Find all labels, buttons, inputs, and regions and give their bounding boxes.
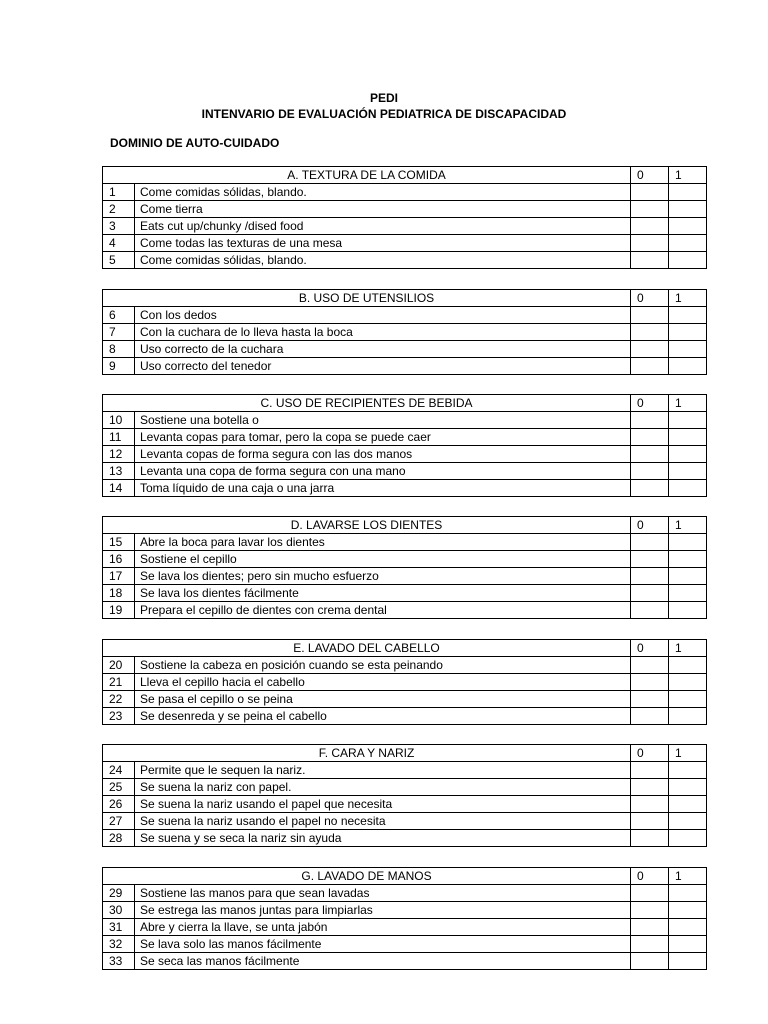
- score-column-1-header: 1: [669, 640, 707, 657]
- item-row: [103, 201, 707, 218]
- item-number: 1: [103, 184, 135, 201]
- score-0-cell[interactable]: [631, 708, 669, 725]
- score-column-1-header: 1: [669, 517, 707, 534]
- section-header-row: [103, 290, 707, 307]
- score-1-cell[interactable]: [669, 480, 707, 497]
- item-description: Se lava los dientes fácilmente: [135, 585, 631, 602]
- item-row: [103, 919, 707, 936]
- section-header-row: [103, 640, 707, 657]
- item-description: Toma líquido de una caja o una jarra: [135, 480, 631, 497]
- score-column-1-header: 1: [669, 167, 707, 184]
- section-header: E. LAVADO DEL CABELLO: [103, 640, 631, 657]
- score-1-cell[interactable]: [669, 691, 707, 708]
- item-number: 14: [103, 480, 135, 497]
- item-row: [103, 358, 707, 375]
- item-row: [103, 902, 707, 919]
- item-description: Abre y cierra la llave, se unta jabón: [135, 919, 631, 936]
- item-description: Se suena la nariz usando el papel no necesita: [135, 813, 631, 830]
- score-1-cell[interactable]: [669, 429, 707, 446]
- item-description: Levanta copas de forma segura con las dos manos: [135, 446, 631, 463]
- score-1-cell[interactable]: [669, 534, 707, 551]
- item-number: 31: [103, 919, 135, 936]
- item-row: [103, 657, 707, 674]
- score-column-1-header: 1: [669, 745, 707, 762]
- item-number: 9: [103, 358, 135, 375]
- item-row: [103, 708, 707, 725]
- document-subtitle: INTENVARIO DE EVALUACIÓN PEDIATRICA DE DISCAPACIDAD: [201, 107, 567, 121]
- score-1-cell[interactable]: [669, 830, 707, 847]
- score-1-cell[interactable]: [669, 585, 707, 602]
- score-1-cell[interactable]: [669, 324, 707, 341]
- score-0-cell[interactable]: [631, 307, 669, 324]
- item-row: [103, 252, 707, 269]
- item-description: Abre la boca para lavar los dientes: [135, 534, 631, 551]
- score-1-cell[interactable]: [669, 446, 707, 463]
- item-number: 28: [103, 830, 135, 847]
- item-number: 29: [103, 885, 135, 902]
- item-row: [103, 341, 707, 358]
- score-1-cell[interactable]: [669, 657, 707, 674]
- item-description: Se suena y se seca la nariz sin ayuda: [135, 830, 631, 847]
- item-number: 12: [103, 446, 135, 463]
- score-0-cell[interactable]: [631, 796, 669, 813]
- score-0-cell[interactable]: [631, 480, 669, 497]
- item-description: Lleva el cepillo hacia el cabello: [135, 674, 631, 691]
- score-0-cell[interactable]: [631, 936, 669, 953]
- item-number: 25: [103, 779, 135, 796]
- score-column-0-header: 0: [631, 395, 669, 412]
- item-row: [103, 936, 707, 953]
- score-column-1-header: 1: [669, 290, 707, 307]
- score-0-cell[interactable]: [631, 830, 669, 847]
- section-table: [102, 394, 707, 497]
- item-row: [103, 551, 707, 568]
- score-0-cell[interactable]: [631, 691, 669, 708]
- score-0-cell[interactable]: [631, 358, 669, 375]
- section-table: [102, 639, 707, 725]
- item-row: [103, 184, 707, 201]
- score-column-1-header: 1: [669, 868, 707, 885]
- document-title: PEDI: [369, 91, 398, 105]
- score-1-cell[interactable]: [669, 936, 707, 953]
- section-table: [102, 744, 707, 847]
- score-1-cell[interactable]: [669, 885, 707, 902]
- score-1-cell[interactable]: [669, 568, 707, 585]
- item-description: Uso correcto del tenedor: [135, 358, 631, 375]
- item-description: Se lava los dientes; pero sin mucho esfuerzo: [135, 568, 631, 585]
- item-row: [103, 534, 707, 551]
- score-0-cell[interactable]: [631, 885, 669, 902]
- item-row: [103, 796, 707, 813]
- score-0-cell[interactable]: [631, 252, 669, 269]
- score-1-cell[interactable]: [669, 412, 707, 429]
- item-description: Se lava solo las manos fácilmente: [135, 936, 631, 953]
- score-1-cell[interactable]: [669, 779, 707, 796]
- item-number: 16: [103, 551, 135, 568]
- score-0-cell[interactable]: [631, 674, 669, 691]
- score-0-cell[interactable]: [631, 813, 669, 830]
- section-header: C. USO DE RECIPIENTES DE BEBIDA: [103, 395, 631, 412]
- score-column-0-header: 0: [631, 868, 669, 885]
- score-1-cell[interactable]: [669, 674, 707, 691]
- score-0-cell[interactable]: [631, 235, 669, 252]
- score-1-cell[interactable]: [669, 796, 707, 813]
- score-1-cell[interactable]: [669, 602, 707, 619]
- section-header-row: [103, 395, 707, 412]
- score-1-cell[interactable]: [669, 235, 707, 252]
- item-description: Prepara el cepillo de dientes con crema dental: [135, 602, 631, 619]
- item-row: [103, 446, 707, 463]
- score-1-cell[interactable]: [669, 813, 707, 830]
- section-header: G. LAVADO DE MANOS: [103, 868, 631, 885]
- item-row: [103, 885, 707, 902]
- section-header: F. CARA Y NARIZ: [103, 745, 631, 762]
- section-header-row: [103, 868, 707, 885]
- item-number: 18: [103, 585, 135, 602]
- item-row: [103, 480, 707, 497]
- section-table: [102, 516, 707, 619]
- item-number: 23: [103, 708, 135, 725]
- item-description: Se suena la nariz con papel.: [135, 779, 631, 796]
- score-0-cell[interactable]: [631, 953, 669, 970]
- score-1-cell[interactable]: [669, 307, 707, 324]
- score-column-0-header: 0: [631, 167, 669, 184]
- item-description: Eats cut up/chunky /dised food: [135, 218, 631, 235]
- score-0-cell[interactable]: [631, 551, 669, 568]
- score-1-cell[interactable]: [669, 902, 707, 919]
- score-0-cell[interactable]: [631, 324, 669, 341]
- item-description: Se suena la nariz usando el papel que necesita: [135, 796, 631, 813]
- item-row: [103, 463, 707, 480]
- item-description: Se estrega las manos juntas para limpiarlas: [135, 902, 631, 919]
- item-description: Sostiene las manos para que sean lavadas: [135, 885, 631, 902]
- item-number: 19: [103, 602, 135, 619]
- item-number: 5: [103, 252, 135, 269]
- score-0-cell[interactable]: [631, 602, 669, 619]
- item-row: [103, 602, 707, 619]
- score-0-cell[interactable]: [631, 201, 669, 218]
- item-number: 10: [103, 412, 135, 429]
- item-number: 27: [103, 813, 135, 830]
- item-number: 24: [103, 762, 135, 779]
- section-header: A. TEXTURA DE LA COMIDA: [103, 167, 631, 184]
- score-0-cell[interactable]: [631, 341, 669, 358]
- score-0-cell[interactable]: [631, 184, 669, 201]
- score-column-0-header: 0: [631, 745, 669, 762]
- item-number: 2: [103, 201, 135, 218]
- item-number: 6: [103, 307, 135, 324]
- section-header: B. USO DE UTENSILIOS: [103, 290, 631, 307]
- score-1-cell[interactable]: [669, 762, 707, 779]
- score-1-cell[interactable]: [669, 919, 707, 936]
- item-row: [103, 813, 707, 830]
- item-number: 32: [103, 936, 135, 953]
- item-row: [103, 585, 707, 602]
- score-0-cell[interactable]: [631, 463, 669, 480]
- score-0-cell[interactable]: [631, 568, 669, 585]
- score-0-cell[interactable]: [631, 585, 669, 602]
- item-row: [103, 568, 707, 585]
- item-description: Sostiene la cabeza en posición cuando se esta peinando: [135, 657, 631, 674]
- section-header-row: [103, 517, 707, 534]
- section-header-row: [103, 745, 707, 762]
- score-1-cell[interactable]: [669, 252, 707, 269]
- score-1-cell[interactable]: [669, 358, 707, 375]
- item-description: Levanta una copa de forma segura con una mano: [135, 463, 631, 480]
- section-header: D. LAVARSE LOS DIENTES: [103, 517, 631, 534]
- score-1-cell[interactable]: [669, 184, 707, 201]
- item-number: 30: [103, 902, 135, 919]
- item-description: Sostiene el cepillo: [135, 551, 631, 568]
- item-row: [103, 674, 707, 691]
- item-number: 8: [103, 341, 135, 358]
- item-row: [103, 307, 707, 324]
- item-description: Come todas las texturas de una mesa: [135, 235, 631, 252]
- score-0-cell[interactable]: [631, 446, 669, 463]
- item-row: [103, 235, 707, 252]
- item-description: Levanta copas para tomar, pero la copa se puede caer: [135, 429, 631, 446]
- item-number: 13: [103, 463, 135, 480]
- section-table: [102, 166, 707, 269]
- section-header-row: [103, 167, 707, 184]
- item-row: [103, 324, 707, 341]
- score-column-1-header: 1: [669, 395, 707, 412]
- score-1-cell[interactable]: [669, 953, 707, 970]
- domain-heading: DOMINIO DE AUTO-CUIDADO: [110, 136, 280, 150]
- score-column-0-header: 0: [631, 290, 669, 307]
- item-description: Se pasa el cepillo o se peina: [135, 691, 631, 708]
- item-row: [103, 218, 707, 235]
- item-number: 20: [103, 657, 135, 674]
- item-description: Con los dedos: [135, 307, 631, 324]
- score-0-cell[interactable]: [631, 218, 669, 235]
- section-table: [102, 289, 707, 375]
- item-number: 22: [103, 691, 135, 708]
- item-description: Come comidas sólidas, blando.: [135, 252, 631, 269]
- score-0-cell[interactable]: [631, 657, 669, 674]
- item-description: Come tierra: [135, 201, 631, 218]
- score-1-cell[interactable]: [669, 551, 707, 568]
- score-0-cell[interactable]: [631, 412, 669, 429]
- item-number: 3: [103, 218, 135, 235]
- item-row: [103, 412, 707, 429]
- score-1-cell[interactable]: [669, 218, 707, 235]
- item-row: [103, 953, 707, 970]
- item-number: 26: [103, 796, 135, 813]
- item-row: [103, 429, 707, 446]
- score-0-cell[interactable]: [631, 779, 669, 796]
- item-number: 11: [103, 429, 135, 446]
- item-number: 21: [103, 674, 135, 691]
- item-description: Come comidas sólidas, blando.: [135, 184, 631, 201]
- score-1-cell[interactable]: [669, 201, 707, 218]
- item-number: 15: [103, 534, 135, 551]
- item-number: 17: [103, 568, 135, 585]
- item-row: [103, 762, 707, 779]
- score-0-cell[interactable]: [631, 762, 669, 779]
- item-number: 7: [103, 324, 135, 341]
- score-1-cell[interactable]: [669, 341, 707, 358]
- score-column-0-header: 0: [631, 517, 669, 534]
- item-description: Con la cuchara de lo lleva hasta la boca: [135, 324, 631, 341]
- item-number: 4: [103, 235, 135, 252]
- item-description: Sostiene una botella o: [135, 412, 631, 429]
- item-description: Se desenreda y se peina el cabello: [135, 708, 631, 725]
- score-0-cell[interactable]: [631, 919, 669, 936]
- score-0-cell[interactable]: [631, 429, 669, 446]
- score-column-0-header: 0: [631, 640, 669, 657]
- item-row: [103, 830, 707, 847]
- item-description: Permite que le sequen la nariz.: [135, 762, 631, 779]
- score-1-cell[interactable]: [669, 708, 707, 725]
- section-table: [102, 867, 707, 970]
- item-description: Se seca las manos fácilmente: [135, 953, 631, 970]
- item-number: 33: [103, 953, 135, 970]
- item-description: Uso correcto de la cuchara: [135, 341, 631, 358]
- score-0-cell[interactable]: [631, 902, 669, 919]
- score-1-cell[interactable]: [669, 463, 707, 480]
- item-row: [103, 779, 707, 796]
- item-row: [103, 691, 707, 708]
- score-0-cell[interactable]: [631, 534, 669, 551]
